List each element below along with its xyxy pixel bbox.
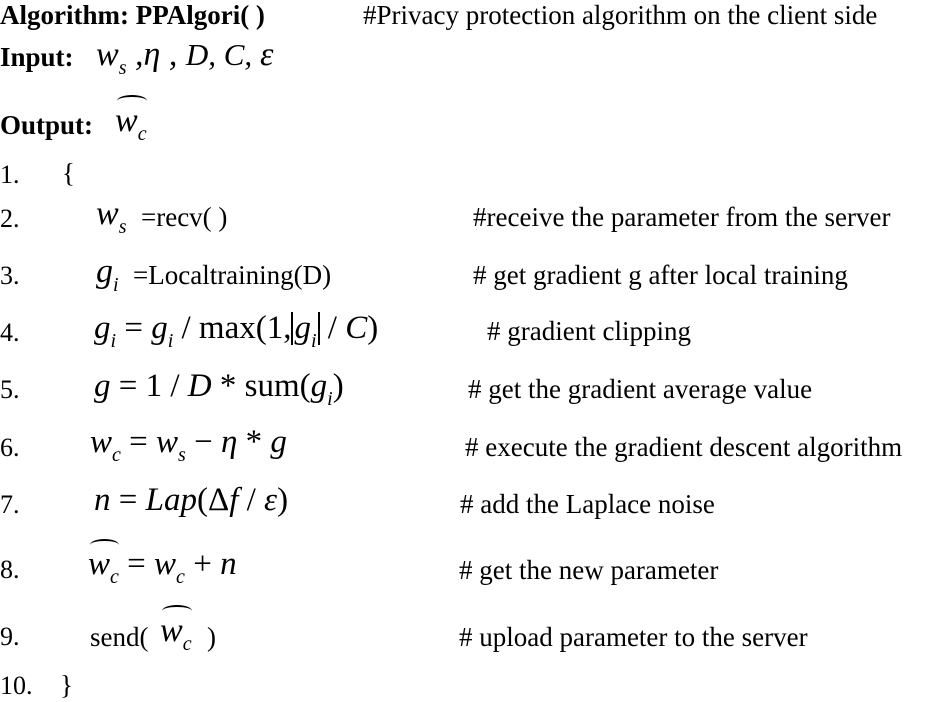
line-2-text: =recv( )	[141, 202, 228, 232]
algorithm-title: Algorithm: PPAlgori( )	[0, 0, 265, 30]
line-9-text: send(	[90, 622, 149, 652]
input-label: Input:	[0, 42, 74, 72]
line-4-math: $g_i = g_i / \max(1,g_i / C)$	[94, 310, 379, 352]
close-brace: }	[60, 670, 73, 700]
line-8-comment: # get the new parameter	[459, 555, 719, 585]
line-number: 9.	[0, 622, 20, 651]
line-9-math: $w_c$	[160, 612, 192, 655]
line-9-comment: # upload parameter to the server	[459, 622, 808, 652]
line-3-comment: # get gradient g after local training	[473, 260, 848, 290]
line-number: 8.	[0, 555, 20, 584]
line-2-math: $w_s$	[96, 195, 127, 238]
line-number: 3.	[0, 261, 20, 290]
line-number: 4.	[0, 318, 20, 347]
output-param: $w_c$	[115, 102, 147, 145]
output-label: Output:	[0, 110, 94, 140]
line-number: 7.	[0, 490, 20, 519]
algorithm-comment: #Privacy protection algorithm on the client side	[363, 0, 878, 30]
line-number: 5.	[0, 375, 20, 404]
line-3-text: =Localtraining(D)	[133, 260, 332, 290]
line-number: 10.	[0, 671, 33, 700]
line-7-comment: # add the Laplace noise	[460, 489, 715, 519]
line-5-math: $g = 1 / D * sum(g_i)$	[94, 368, 344, 410]
line-number: 6.	[0, 433, 20, 462]
line-number: 1.	[0, 160, 20, 189]
line-5-comment: # get the gradient average value	[468, 374, 813, 404]
line-7-math: n = Lap(Δf / ε)	[94, 482, 289, 518]
line-8-math: $w_c = w_c + n$	[88, 546, 237, 588]
line-9-close: )	[207, 622, 216, 652]
line-number: 2.	[0, 204, 20, 233]
line-3-math: $g_i$	[96, 253, 119, 296]
line-6-math: $w_c = w_s - \eta * g$	[90, 424, 287, 466]
input-params: $w_s$ ,η , D, C, ε	[96, 36, 274, 79]
line-4-comment: # gradient clipping	[487, 316, 691, 346]
line-2-comment: #receive the parameter from the server	[473, 202, 891, 232]
line-6-comment: # execute the gradient descent algorithm	[465, 432, 903, 462]
open-brace: {	[62, 158, 75, 188]
